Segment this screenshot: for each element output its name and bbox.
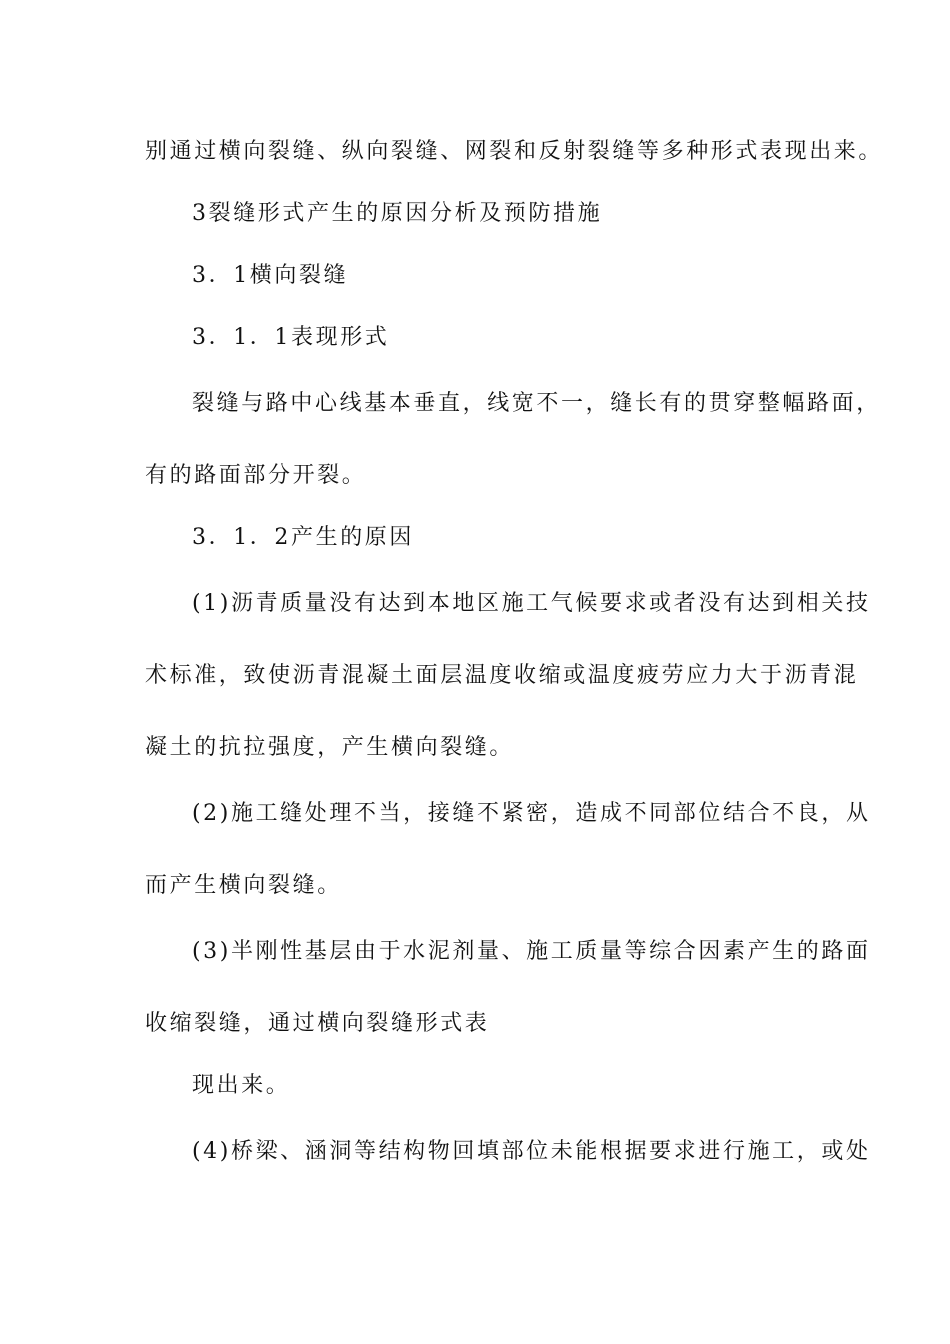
text-line: (1)沥青质量没有达到本地区施工气候要求或者没有达到相关技 (192, 591, 871, 616)
text-line: (2)施工缝处理不当，接缝不紧密，造成不同部位结合不良，从 (192, 801, 871, 826)
subsection-heading: 3．1．2产生的原因 (192, 525, 414, 550)
text-line: 有的路面部分开裂。 (145, 463, 367, 488)
text-line: 现出来。 (192, 1073, 291, 1098)
text-line: 别通过横向裂缝、纵向裂缝、网裂和反射裂缝等多种形式表现出来。 (145, 139, 884, 164)
subsection-heading: 3．1横向裂缝 (192, 263, 349, 288)
text-line: (3)半刚性基层由于水泥剂量、施工质量等综合因素产生的路面 (192, 939, 871, 964)
text-line: (4)桥梁、涵洞等结构物回填部位未能根据要求进行施工，或处 (192, 1139, 871, 1164)
section-heading: 3裂缝形式产生的原因分析及预防措施 (192, 201, 603, 226)
subsection-heading: 3．1．1表现形式 (192, 325, 390, 350)
text-line: 裂缝与路中心线基本垂直，线宽不一，缝长有的贯穿整幅路面， (192, 391, 881, 416)
text-line: 而产生横向裂缝。 (145, 873, 342, 898)
text-line: 术标准，致使沥青混凝土面层温度收缩或温度疲劳应力大于沥青混 (145, 663, 859, 688)
text-line: 收缩裂缝，通过横向裂缝形式表 (145, 1011, 490, 1036)
text-line: 凝土的抗拉强度，产生横向裂缝。 (145, 735, 515, 760)
